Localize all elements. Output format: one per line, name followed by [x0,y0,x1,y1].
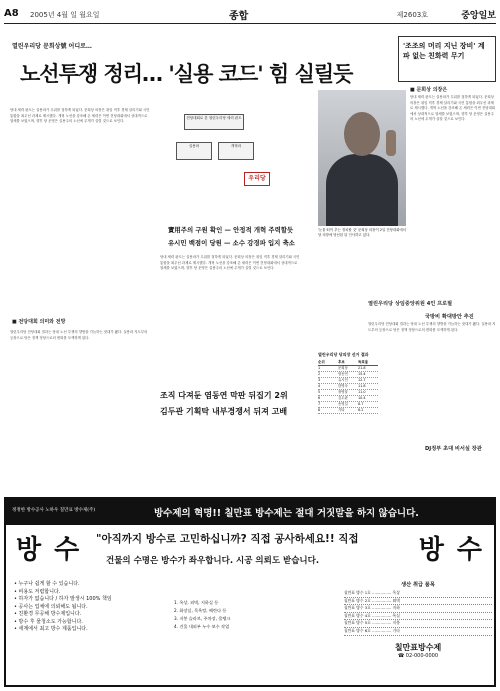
ad-benefit-item: • 하자가 없습니다 / 하자 발생시 100% 책임 [14,596,112,602]
photo-hand [386,130,396,156]
ad-brand-right: 방 수 [418,535,484,565]
results-table-header-cell: 후보 [338,360,345,364]
ad-benefit-item: • 세계에서 최고 방수 제품입니다. [14,626,88,632]
ad-top-left: 정정한 방수공사 노하우 칠만표 방수제(주) [12,508,96,513]
results-table-cell: 문희상 [338,366,348,370]
ad-slogan: "아직까지 방수로 고민하십니까? 직접 공사하세요!! 직접 [96,533,359,545]
results-table-header-cell: 순위 [318,360,325,364]
ad-product-row: 칠만표 방수 6호 ................ 기타 [344,628,492,636]
center-article-body: 당내 세력 판도는 실용파가 우위를 점하게 되었다. 문희상 의장은 취임 직후 경제 살리기와 국민 통합을 최우선 과제로 제시했다. 개혁 노선을 강조해 온 세력은 이번 전당대회에서 상대적으로 열세를 보였으며, 향후 당 운영은 실용주의 노선에 무게가 실릴 것으로 보인다. [160,255,300,271]
ad-menu-item: 2. 화장실, 목욕탕, 베란다 등 [174,608,227,613]
kicker: 열린우리당 문희상號 어디로… [12,43,92,50]
diagram-title-box: 전당대회로 본 열린우리당 세력 판도 [184,114,244,130]
ad-menu-item: 3. 지붕 슬라브, 주차장, 물탱크 [174,616,231,621]
results-table-cell: 기타 [338,408,345,412]
results-table [318,352,378,414]
ad-phone: ☎ 02-000-0000 [397,652,439,659]
right-kicker-box: '조조의 머리 지닌 장비' 계파 없는 친화력 무기 [398,36,496,82]
results-table-cell: 10.4 [358,396,366,400]
results-table-cell: 김두관 [338,396,348,400]
ad-top-main: 방수제의 혁명!! 칠만표 방수제는 절대 거짓말을 하지 않습니다. [154,508,419,519]
ad-product-row: 칠만표 방수 3호 ................ 지하 [344,605,492,613]
results-table-title: 열린우리당 당의장 선거 결과 [318,352,369,357]
header-rule [4,23,496,24]
ad-product-table [344,581,492,659]
results-table-cell: 한명숙 [338,384,348,388]
right-subhead: ■ 문희상 의장은 [410,87,448,93]
right-section-title-1: 열린우리당 상임중앙위원 4인 프로필 [368,301,453,307]
results-table-cell: 21.8 [358,366,366,370]
ad-logo: 칠만표방수제 [394,642,442,652]
ad-benefit-item: • 비용도 저렴합니다. [14,588,61,595]
results-table-cell: 8.7 [358,402,364,406]
ad-benefit-item: • 공사는 업체에 의뢰해도 됩니다. [14,603,88,610]
results-table-cell: 송영길 [338,402,348,406]
photo-head [344,112,380,156]
section-subhead: ■ 전당대회 의미와 전망 [12,319,66,325]
headline-part1: 노선투쟁 정리… ' [20,62,174,86]
newspaper-logo: 중앙일보 [461,11,496,21]
ad-product-row: 칠만표 방수 4호 ................ 욕실 [344,613,492,621]
center-subhead-1: 實用주의 구원 확인 — 안정적 개혁 주력할듯 [168,226,294,234]
ad-benefit-item: • 방수 후 물청소도 가능합니다. [14,618,83,625]
center-subhead-3: 조직 다져둔 염동연 막판 뒤집기 2위 [160,391,288,400]
ad-product-table-rows [344,590,492,636]
results-table-header-cell: 득표율 [358,360,369,364]
results-table-cell: 장영달 [338,390,348,394]
center-subhead-2: 유시민 백점이 당원 — 소수 강경파 입지 축소 [168,239,295,247]
center-subhead-4: 김두관 기획탁 내부경쟁서 뒤져 고배 [160,407,288,416]
ad-benefit-item: • 친환경 무공해 방수제입니다. [14,611,82,617]
results-table-cell: 8 [318,408,321,412]
results-table-cell: 11.8 [358,384,366,388]
results-table-rows [318,360,378,414]
ad-menu-item: 1. 옥상, 외벽, 지하실 등 [174,600,219,605]
results-table-cell: 3 [318,378,321,382]
section-title: 종합 [229,11,249,22]
headline-emphasis: 실용 코드 [173,62,258,86]
ad-menu-list [174,599,339,631]
faction-diagram [160,110,272,210]
ad-product-row: 칠만표 방수 1호 ................ 옥상 [344,590,492,598]
ad-benefit-list [14,581,134,634]
issue-number: 제2603호 [396,11,428,19]
ad-menu-item: 4. 건물 내외부 누수 보수 작업 [174,624,230,629]
results-table-cell: 8.2 [358,408,364,412]
results-table-cell: 5 [318,390,321,394]
photo-body [326,154,398,226]
right-section-title-3: DJ정부 초대 비서실 장관 [425,446,482,452]
results-table-cell: 15.4 [358,372,366,376]
main-headline [20,58,352,88]
ad-subline: 건물의 수명은 방수가 좌우합니다. 시공 의뢰도 받습니다. [106,556,320,566]
page-header [4,8,496,22]
results-table-cell: 11.0 [358,390,366,394]
diagram-faction-box-1: 실용파 [176,142,212,160]
main-article-body: 당내 세력 판도는 실용파가 우위를 점하게 되었다. 문희상 의장은 취임 직후 경제 살리기와 국민 통합을 최우선 과제로 제시했다. 개혁 노선을 강조해 온 세력은 이번 전당대회에서 상대적으로 열세를 보였으며, 향후 당 운영은 실용주의 노선에 무게가 실릴 것으로 보인다. [10,108,150,124]
right-article-body: 당내 세력 판도는 실용파가 우위를 점하게 되었다. 문희상 의장은 취임 직후 경제 살리기와 국민 통합을 최우선 과제로 제시했다. 개혁 노선을 강조해 온 세력은 이번 전당대회에서 상대적으로 열세를 보였으며, 향후 당 운영은 실용주의 노선에 무게가 실릴 것으로 보인다. [410,95,496,122]
results-table-cell: 4 [318,384,321,388]
right-profile-body: 열린우리당 전당대회 결과는 당내 노선 투쟁의 향방을 가늠하는 잣대가 됐다. 실용파 지도부의 등장으로 당은 정책 정당으로의 변화를 모색하게 된다. [368,322,496,332]
ad-product-row: 칠만표 방수 2호 ................ 외벽 [344,598,492,606]
photo-caption: '눈물 떠이 추는 정치할 것' 문희상 의장이 2일 전당대회에서 당 의장에 당선된 뒤 인사하고 있다. [318,228,406,237]
results-table-cell: 2 [318,372,321,376]
ad-top-banner [6,499,494,525]
page-number: A8 [4,8,19,19]
ad-brand-left: 방 수 [16,535,82,565]
results-table-cell: 7 [318,402,321,406]
results-table-cell: 12.7 [358,378,366,382]
results-table-cell: 1 [318,366,321,370]
headline-part2: ' 힘 실릴듯 [257,62,353,86]
results-table-cell: 염동연 [338,372,348,376]
issue-date: 2005년 4월 일 월요일 [30,11,100,19]
ad-benefit-item: • 누구나 쉽게 할 수 있습니다. [14,581,80,587]
ad-product-table-title: 생산 취급 품목 [401,582,435,588]
results-table-cell: 유시민 [338,378,348,382]
party-label: 우리당 [244,172,270,186]
results-table-cell: 6 [318,396,321,400]
right-section-title-2: 국방비 확대방안 추진 [425,314,474,320]
second-article-body: 열린우리당 전당대회 결과는 당내 노선 투쟁의 향방을 가늠하는 잣대가 됐다. 실용파 지도부의 등장으로 당은 정책 정당으로의 변화를 모색하게 된다. [10,330,148,340]
ad-product-row: 칠만표 방수 5호 ................ 지붕 [344,620,492,628]
results-table-row [318,408,378,414]
diagram-faction-box-2: 개혁파 [218,142,254,160]
portrait-photo [318,90,406,226]
advertisement [4,497,496,687]
